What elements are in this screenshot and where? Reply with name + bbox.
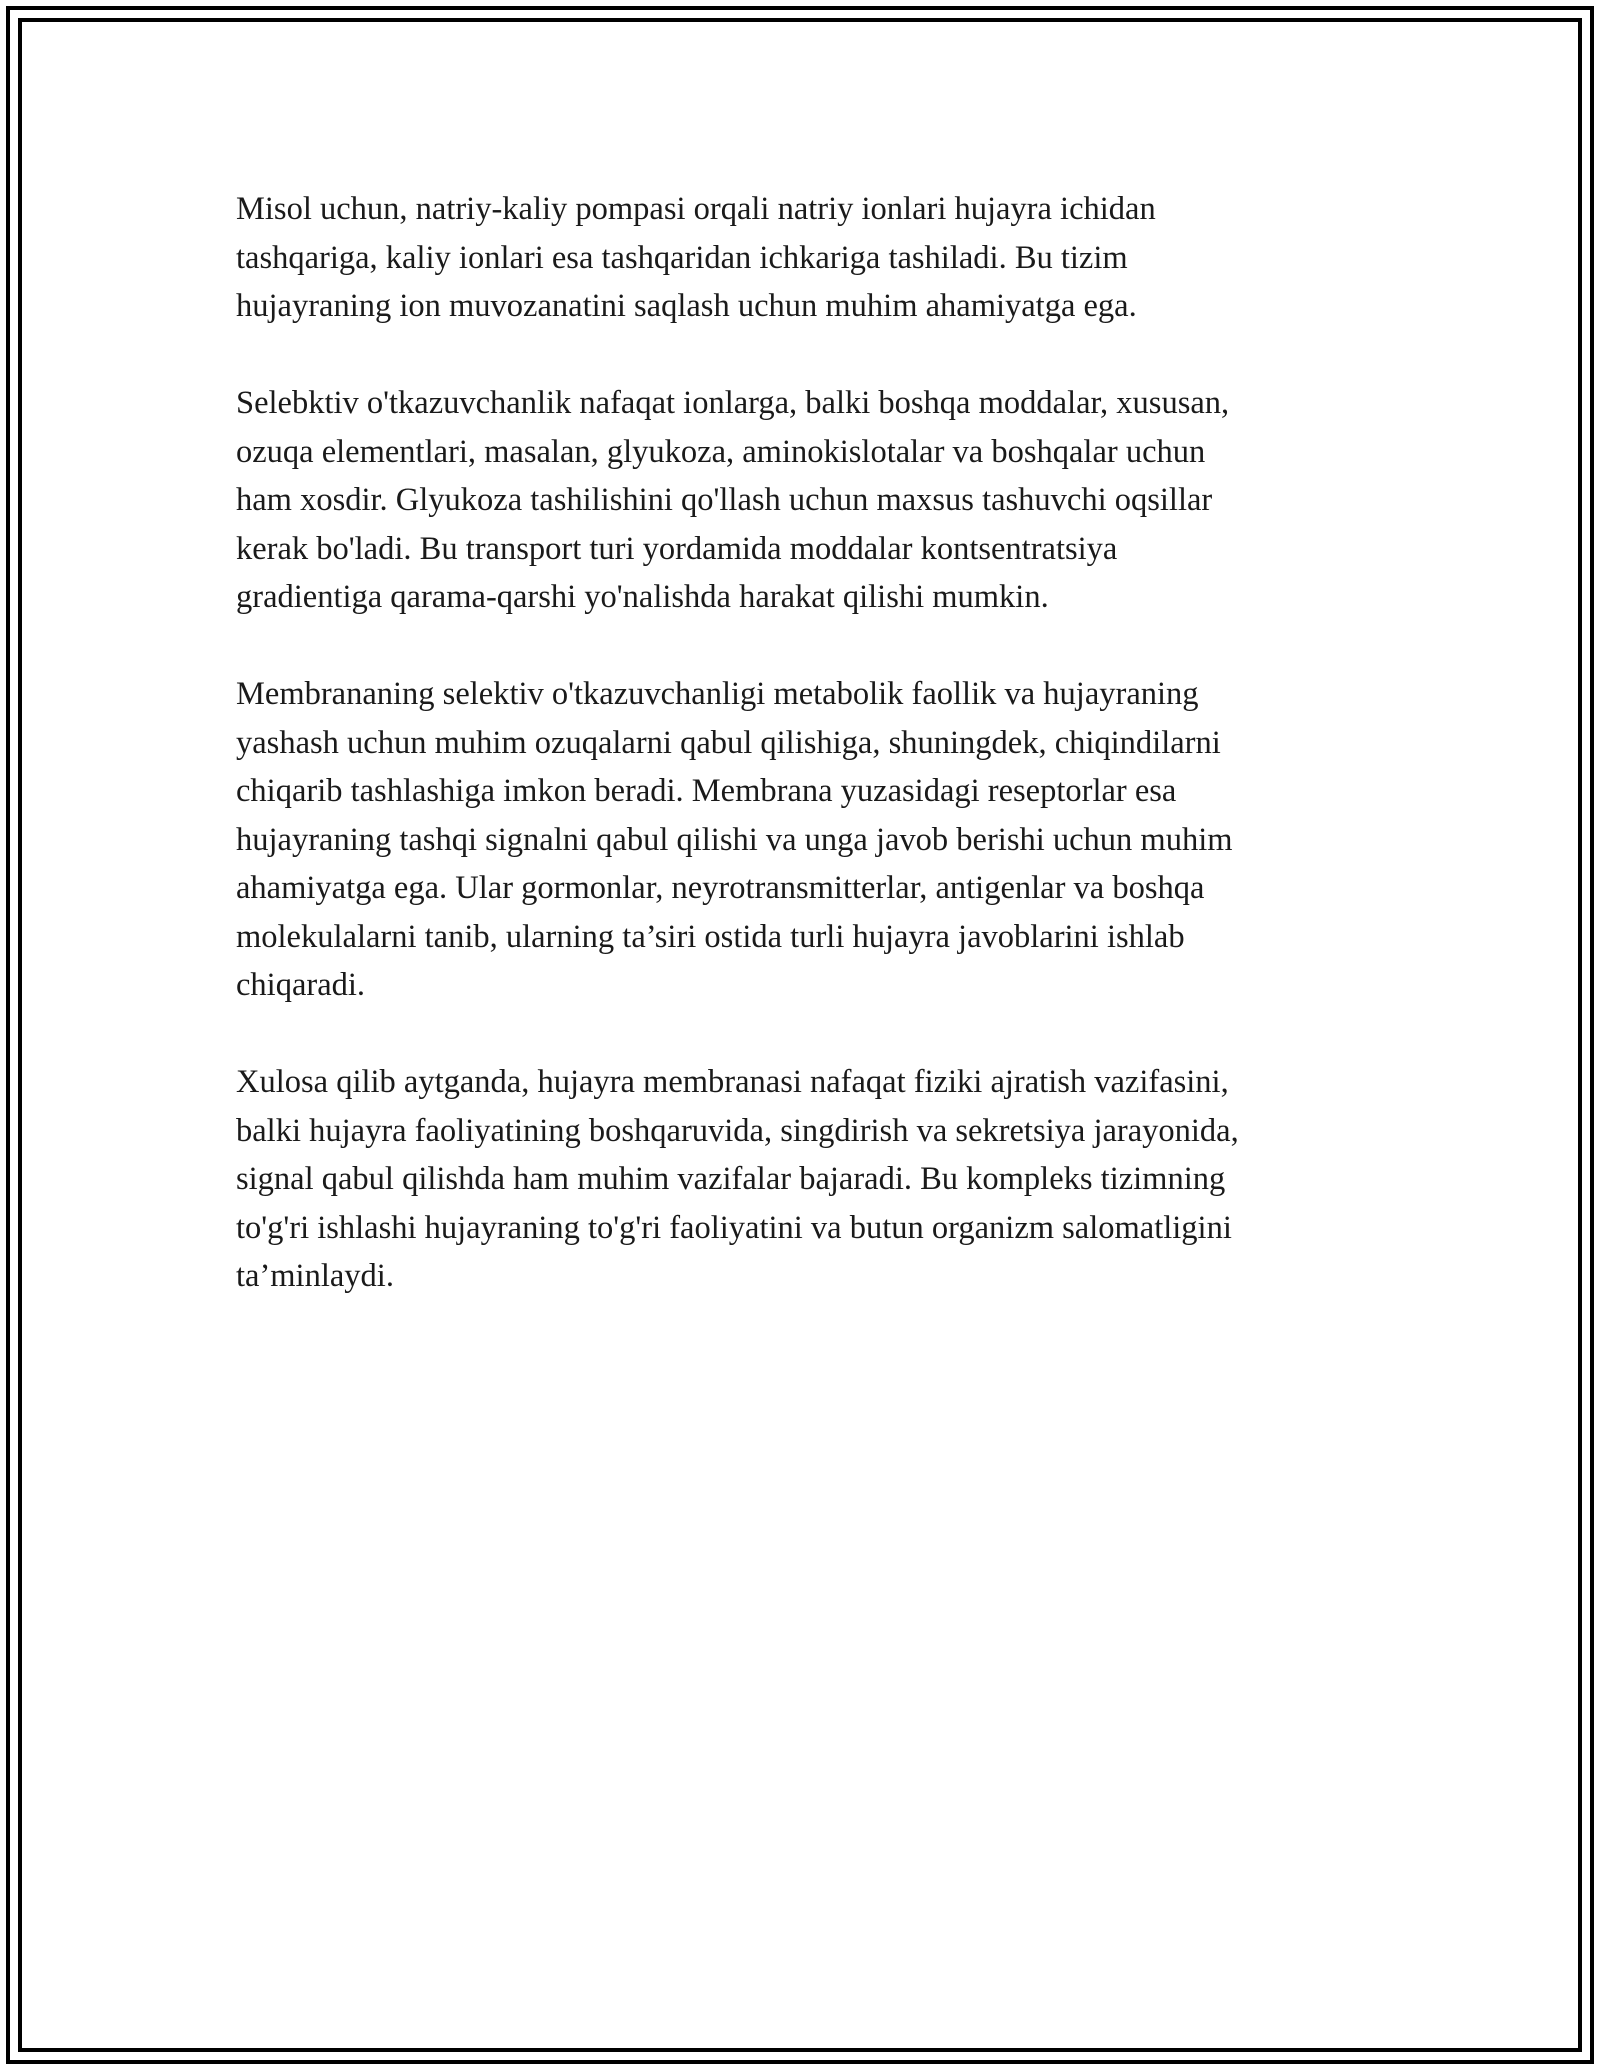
- document-body: [236, 185, 1371, 1349]
- paragraph-sodium-potassium-pump: Misol uchun, natriy-kaliy pompasi orqali natriy ionlari hujayra ichidan tashqariga, kaliy ionlari esa tashqaridan ichkariga tashiladi. Bu tizim hujayraning ion muvozanatini saqlash uchun muhim ahamiyatga ega.: [236, 191, 1156, 324]
- paragraph-conclusion: Xulosa qilib aytganda, hujayra membranasi nafaqat fiziki ajratish vazifasini, balki hujayra faoliyatining boshqaruvida, singdirish va sekretsiya jarayonida, signal qabul qilishda ham muhim vazifalar bajaradi. Bu kompleks tizimning to'g'ri ishlashi hujayraning to'g'ri faoliyatini va butun organizm salomatligini ta’minlaydi.: [236, 1064, 1239, 1294]
- paragraph-selective-permeability: Selebktiv o'tkazuvchanlik nafaqat ionlarga, balki boshqa moddalar, xususan, ozuqa elementlari, masalan, glyukoza, aminokislotalar va boshqalar uchun ham xosdir. Glyukoza tashilishini qo'llash uchun maxsus tashuvchi oqsillar kerak bo'ladi. Bu transport turi yordamida moddalar kontsentratsiya gradientiga qarama-qarshi yo'nalishda harakat qilishi mumkin.: [236, 385, 1230, 615]
- paragraph-membrane-receptors: Membrananing selektiv o'tkazuvchanligi metabolik faollik va hujayraning yashash uchun muhim ozuqalarni qabul qilishiga, shuningdek, chiqindilarni chiqarib tashlashiga imkon beradi. Membrana yuzasidagi reseptorlar esa hujayraning tashqi signalni qabul qilishi va unga javob berishi uchun muhim ahamiyatga ega. Ular gormonlar, neyrotransmitterlar, antigenlar va boshqa molekulalarni tanib, ularning ta’siri ostida turli hujayra javoblarini ishlab chiqaradi.: [236, 676, 1233, 1003]
